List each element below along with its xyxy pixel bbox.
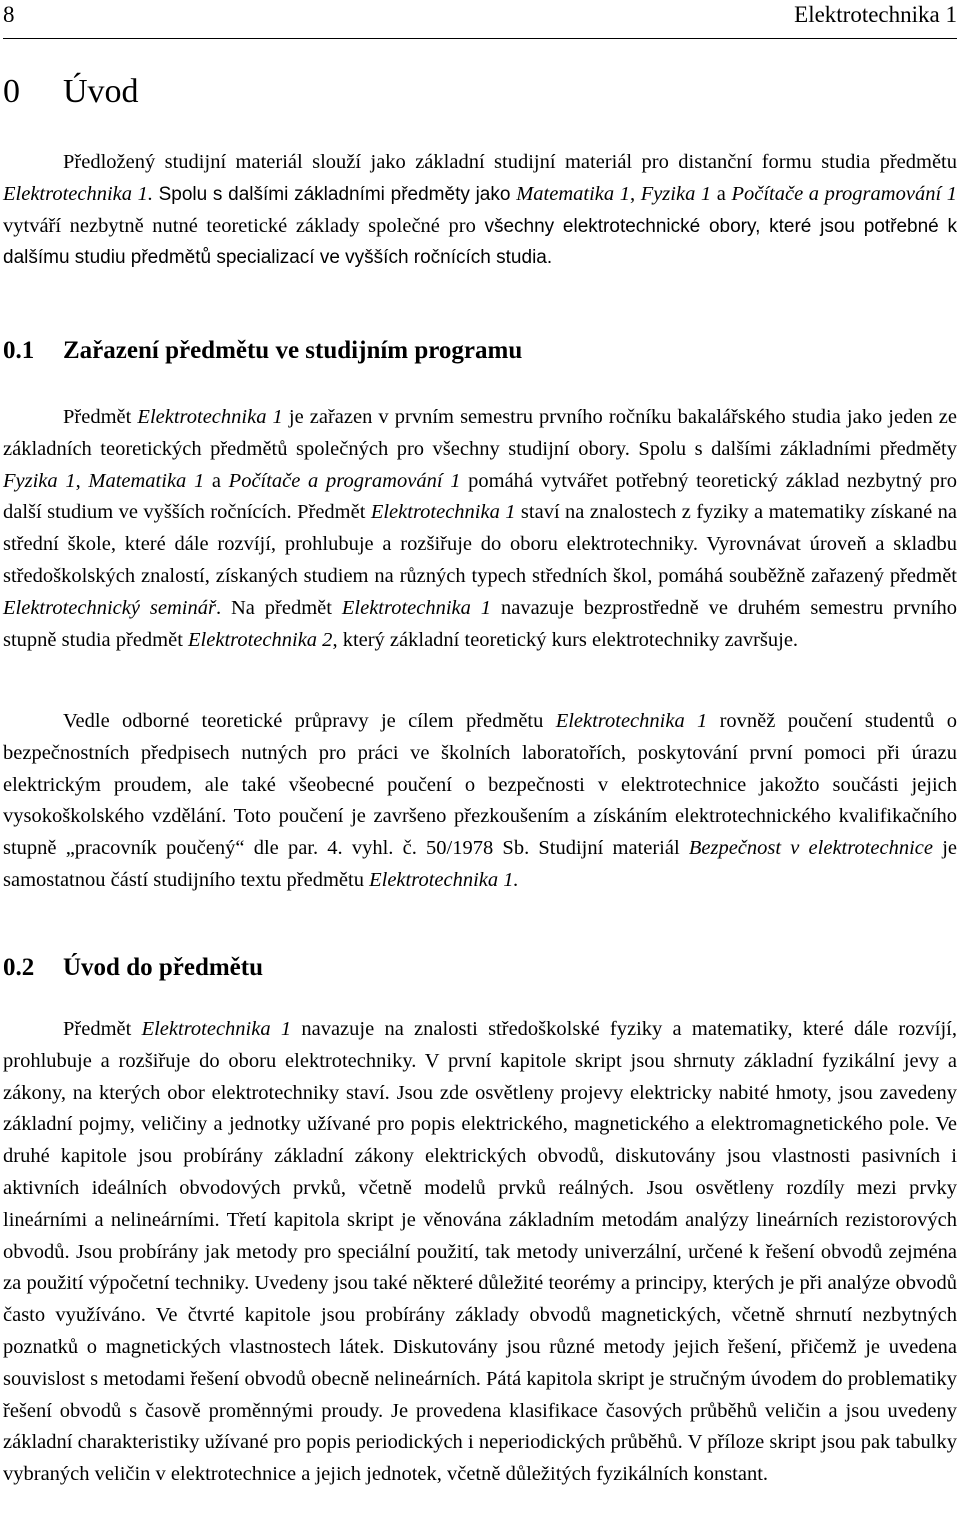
section-number: 0.2 (3, 954, 35, 981)
paragraph-text: . Na předmět (215, 596, 342, 619)
course-name: Elektrotechnika 1 (370, 501, 516, 524)
chapter-title: Úvod (63, 73, 139, 110)
course-name: Elektrotechnika 1. (3, 182, 153, 205)
course-name: Matematika 1 (516, 182, 630, 205)
course-name: Fyzika 1 (640, 182, 712, 205)
paragraph-text: navazuje na znalosti středoškolské fyziky a matematiky, které dále rozvíjí, prohlubuje a rozšiřuje do oboru elektrotechniky. V první kapitole skript jsou shrnuty základní fyzikální jevy a zákony, na kterých obor elektrotechniky staví. Jsou zde osvětleny projevy elektricky nabité hmoty, jsou zavedeny základní pojmy, veličiny a jednotky užívané pro popis elektrického, magnetického a elektromagnetického pole. Ve druhé kapitole jsou probírány základní zákony elektrických obvodů, diskutovány jsou vlastnosti pasivních i aktivních ideálních obvodových prvků, včetně modelů prvků reálných. Jsou osvětleny rozdíly mezi prvky lineárními a nelineárními. Třetí kapitola skript je věnována základním metodám analýzy lineárních rezistorových obvodů. Jsou probírány jak metody pro speciální použití, tak metody univerzální, určené k řešení obvodů zejména za použití výpočetní techniky. Uvedeny jsou také některé důležité teorémy a principy, kterých je při analýze obvodů často využíváno. Ve čtvrté kapitole jsou probírány základy obvodů magnetických, včetně shrnutí nezbytných poznatků o magnetických vlastnostech látek. Diskutovány jsou různé metody jejich řešení, přičemž je uvedena souvislost s metodami řešení obvodů obecně nelineárních. Pátá kapitola skript je stručným úvodem do problematiky řešení obvodů s časově proměnnými proudy. Je provedena klasifikace časových průběhů veličin a jsou uvedeny základní charakteristiky užívané pro popis periodických i neperiodických průběhů. V příloze skript jsou pak tabulky vybraných veličin v elektrotechnice a jejich jednotek, včetně důležitých fyzikálních konstant. (3, 1018, 957, 1486)
section-heading (3, 953, 263, 983)
paragraph-text: pomáhá vytvářet potřebný teoretický základ nezbytný pro další studium ve vyšších ročnících. Předmět (3, 469, 958, 524)
paragraph-text: , který základní teoretický kurs elektrotechniky završuje. (332, 628, 799, 651)
intro-text-6: všechny elektrotechnické obory, které jsou potřebné k dalšímu studiu předmětů specializací ve vyšších ročnících studia. (3, 215, 958, 269)
chapter-heading (3, 72, 139, 112)
section-title: Zařazení předmětu ve studijním programu (63, 337, 523, 364)
paragraph-text: Předmět (63, 406, 138, 428)
intro-text-1: Předložený studijní materiál slouží jako základní studijní materiál pro distanční formu studia předmětu (63, 151, 957, 173)
running-title: Elektrotechnika 1 (794, 2, 957, 27)
paragraph-text: je zařazen v prvním semestru prvního ročníku bakalářského (282, 406, 792, 428)
paragraph-text: Předmět (63, 1018, 142, 1040)
intro-paragraph (3, 147, 957, 274)
header-rule (3, 38, 957, 39)
section1-paragraph-2 (3, 706, 957, 897)
course-name: Počítače a programování 1 (228, 469, 461, 492)
intro-text-3: , (629, 182, 641, 205)
section1-paragraph-1 (3, 402, 957, 656)
paragraph-text: rovněž poučení studentů o bezpečnostních předpisech nutných pro práci ve školních laboratořích, poskytování první pomoci při úrazu elektrickým proudem, ale také všeobecné poučení o bezpečnosti v elektrotechnice jakožto součásti jejich vysokoškolského vzdělání. Toto poučení je završeno přezkoušením a získáním elektrotechnického kvalifikačního stupně „pracovník poučený“ dle par. 4. vyhl. č. 50/1978 Sb. Studijní materiál (3, 710, 957, 860)
chapter-number: 0 (3, 73, 20, 110)
section-title: Úvod do předmětu (63, 954, 264, 981)
section-number: 0.1 (3, 337, 35, 364)
course-name: Elektrotechnický seminář (3, 596, 216, 619)
paragraph-text: je samostatnou částí studijního textu předmětu (3, 837, 957, 891)
course-name: Fyzika 1 (3, 469, 76, 492)
course-name: Elektrotechnika 1. (369, 868, 519, 891)
paragraph-text: staví na znalostech z fyziky a matematiky získané na střední škole, které dále rozvíjí, prohlubuje a rozšiřuje do oboru elektrotechniky. Vyrovnávat úroveň a skladbu středoškolských znalostí, získaných studiem na různých typech středních škol, pomáhá souběžně zařazený předmět (3, 501, 957, 587)
intro-text-5: vytváří nezbytně nutné teoretické základy společné pro (3, 214, 485, 237)
section2-paragraph-1 (3, 1014, 957, 1491)
course-name: Počítače a programování 1 (731, 182, 957, 205)
course-name: Elektrotechnika 1 (555, 710, 708, 732)
paragraph-text: Vedle odborné teoretické průpravy je cílem předmětu (63, 710, 556, 732)
page-number: 8 (3, 2, 15, 27)
intro-text-4: a (711, 182, 732, 205)
course-name: Elektrotechnika 1 (137, 406, 283, 428)
running-header (3, 2, 957, 32)
paragraph-text: a (204, 469, 229, 492)
section-heading (3, 336, 522, 366)
course-name: Elektrotechnika 1 (341, 596, 492, 619)
course-name: Elektrotechnika 1 (141, 1018, 292, 1040)
course-name: Elektrotechnika 2 (188, 628, 333, 651)
paragraph-text: navazuje bezprostředně ve druhém semestru prvního stupně studia předmět (3, 596, 957, 651)
course-name: Matematika 1 (88, 469, 205, 492)
paragraph-text: studia jako jeden ze základních teoretických předmětů společných pro všechny studijní obory. Spolu s dalšími základními předměty (3, 406, 957, 460)
material-name: Bezpečnost v elektrotechnice (688, 837, 933, 860)
intro-text-2: Spolu s dalšími základními předměty jako (158, 183, 517, 205)
paragraph-text: , (75, 469, 89, 492)
